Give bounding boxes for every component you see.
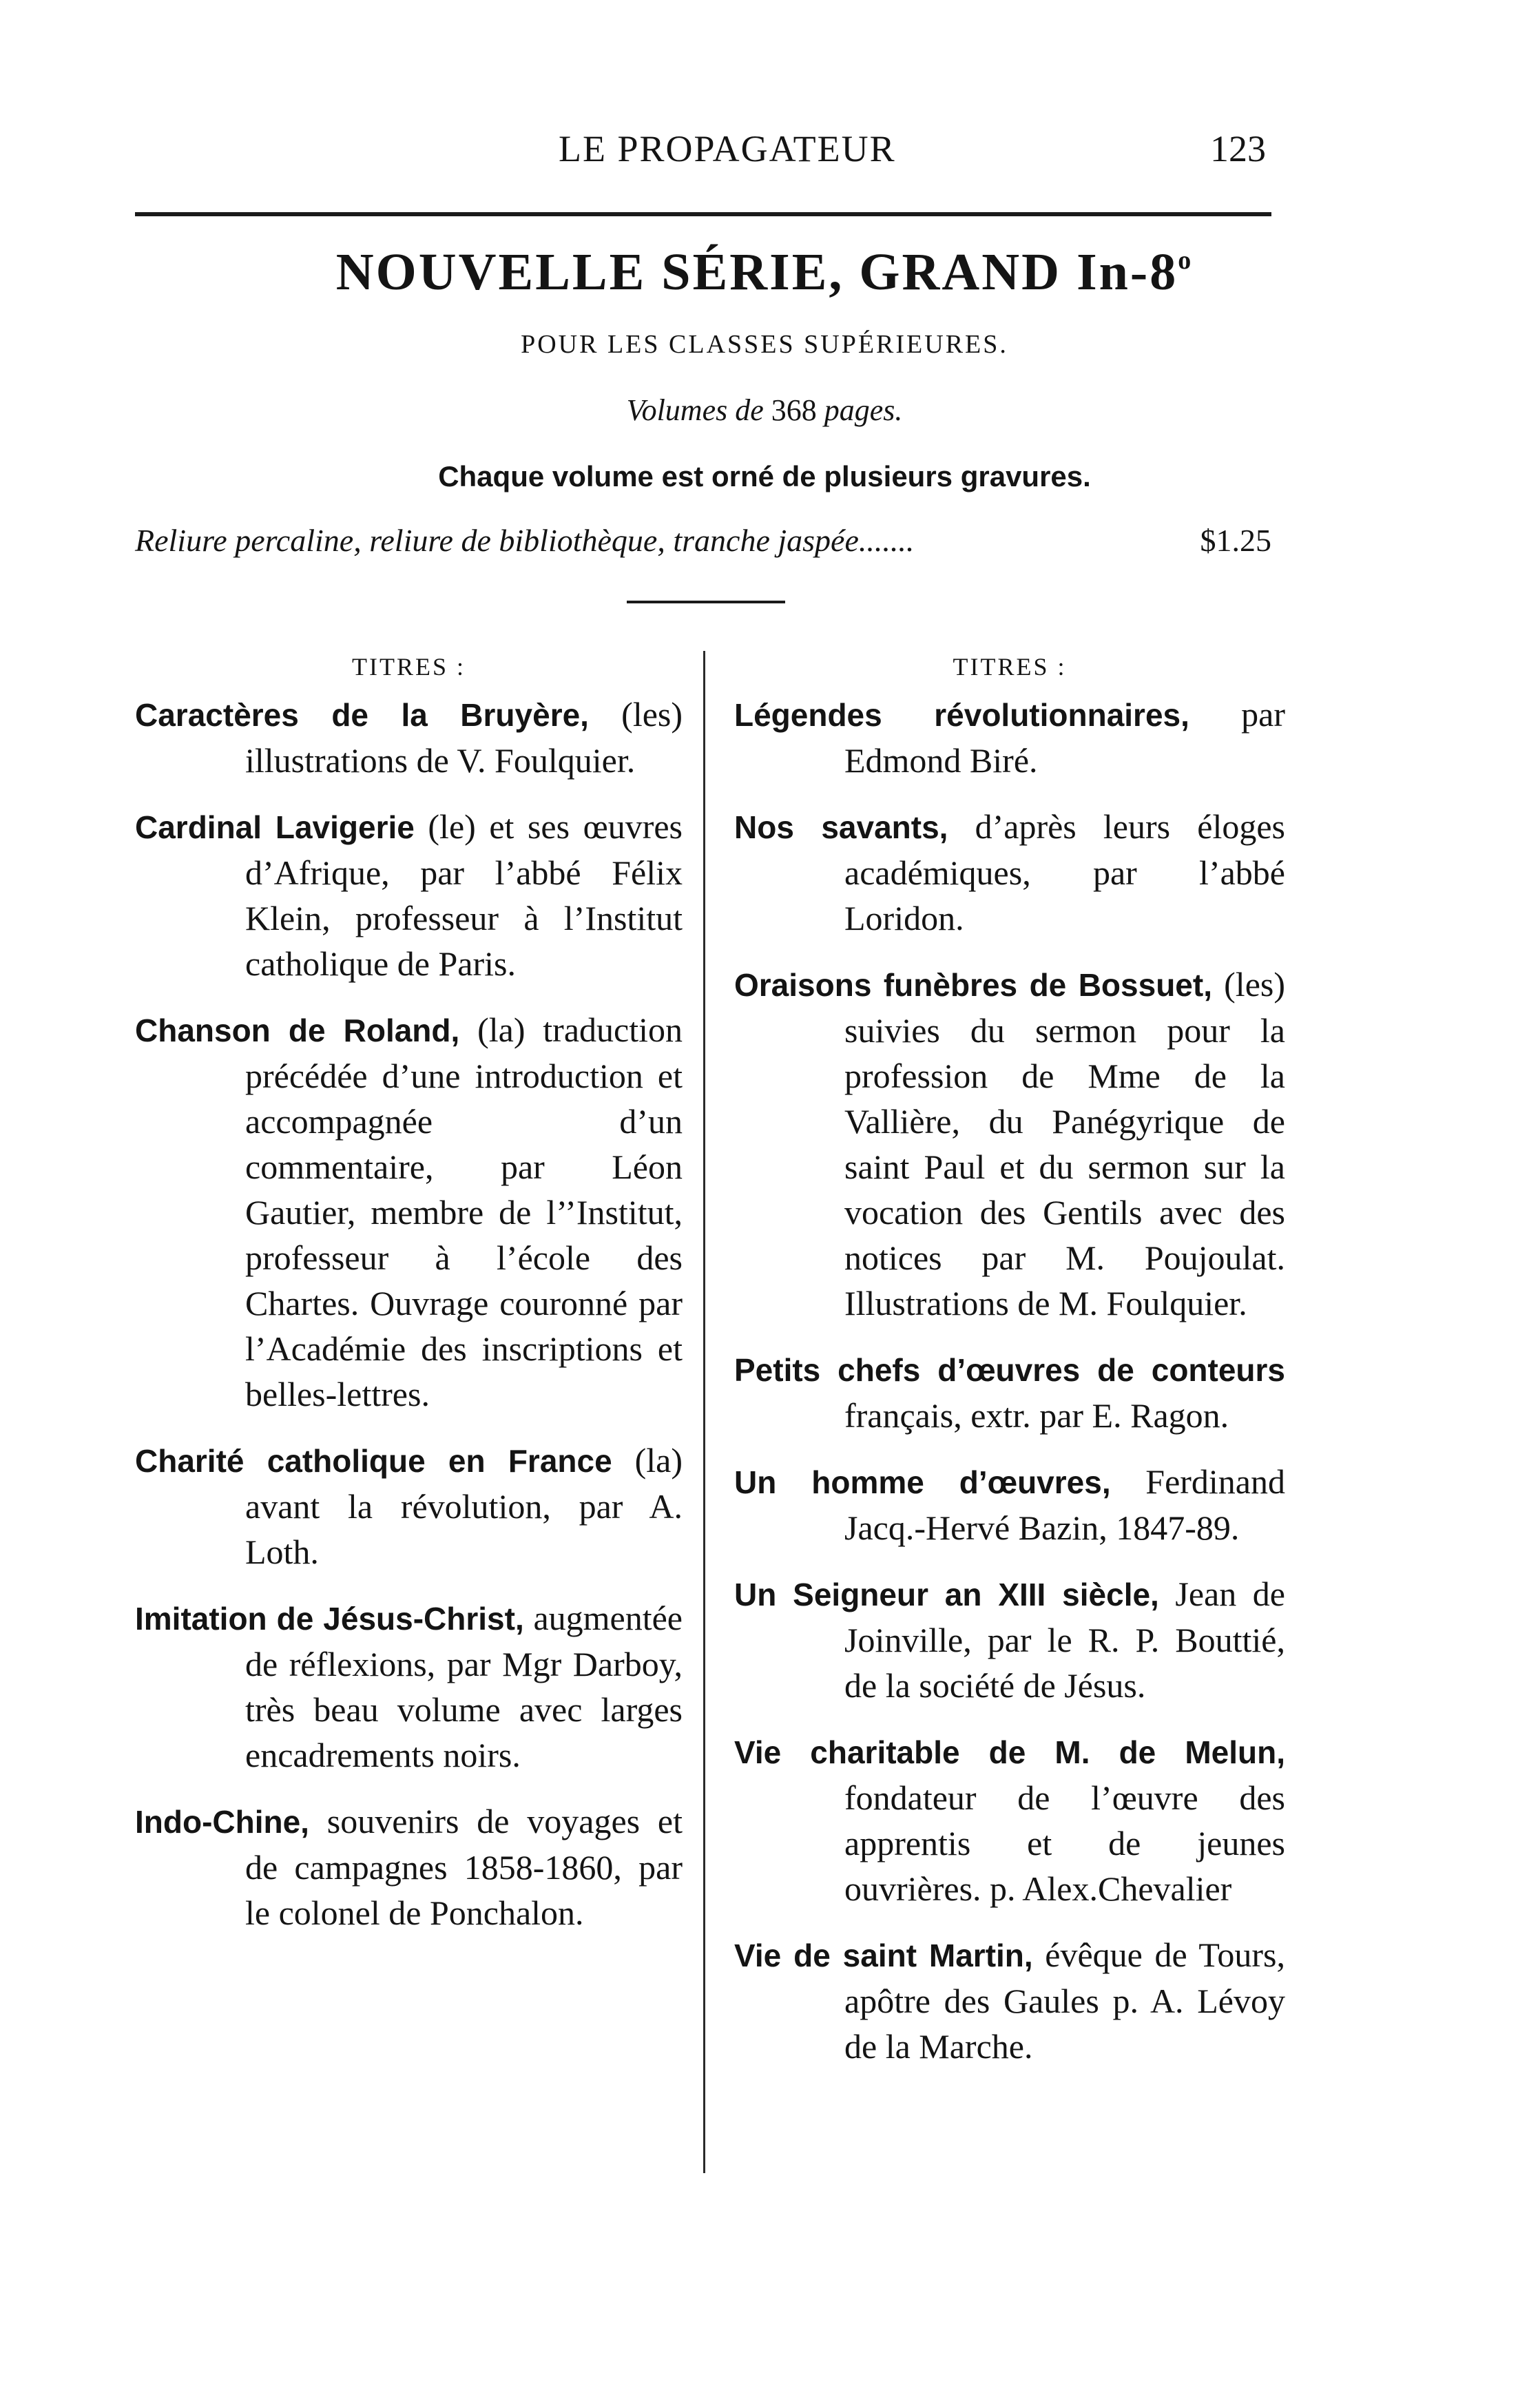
- entry-text: évêque de Tours, apôtre des Gaules p. A. Lévoy de la Marche.: [844, 1935, 1285, 2066]
- title-entry: [734, 1459, 1285, 1550]
- entry-text: (les) suivies du sermon pour la profession de Mme de la Vallière, du Panégyrique de saint Paul et du sermon sur la vocation des Gentils avec des notices par M. Poujoulat. Illustrations de M. Foulquier.: [844, 965, 1285, 1322]
- entry-title: Caractères de la Bruyère,: [135, 697, 589, 733]
- running-header: [135, 127, 1271, 183]
- entry-text: (la) avant la révolution, par A. Loth.: [245, 1441, 683, 1571]
- volumes-line: [0, 393, 1529, 428]
- title-entry: [734, 1347, 1285, 1438]
- title-entry: [135, 1595, 683, 1778]
- title-entry: [135, 1798, 683, 1935]
- entry-title: Un homme d’œuvres,: [734, 1464, 1111, 1500]
- entry-title: Indo-Chine,: [135, 1804, 309, 1840]
- volumes-pre: Volumes de: [626, 393, 764, 427]
- binding-text: Reliure percaline, reliure de bibliothèque, tranche jaspée.......: [135, 523, 915, 558]
- running-title: LE PROPAGATEUR: [559, 128, 896, 169]
- entry-text: fondateur de l’œuvre des apprentis et de jeunes ouvrières. p. Alex.Chevalier: [844, 1778, 1285, 1908]
- section-rule: [627, 601, 785, 603]
- page-number: 123: [1210, 128, 1266, 169]
- right-column-heading: TITRES :: [953, 653, 1067, 681]
- left-column-heading: TITRES :: [352, 653, 466, 681]
- entry-text: français, extr. par E. Ragon.: [844, 1396, 1229, 1435]
- entry-title: Charité catholique en France: [135, 1443, 612, 1479]
- header-rule: [135, 212, 1271, 216]
- series-title-superscript: o: [1178, 246, 1194, 275]
- entry-title: Petits chefs d’œuvres de conteurs: [734, 1352, 1285, 1388]
- entry-text: (la) traduction précédée d’une introduction et accompagnée d’un commentaire, par Léon Gautier, membre de l’’Institut, professeur à l’école des Chartes. Ouvrage couronné par l’Académie des inscriptions et belles-lettres.: [245, 1010, 683, 1413]
- entry-title: Vie de saint Martin,: [734, 1938, 1033, 1973]
- title-entry: [734, 1932, 1285, 2069]
- title-entry: [734, 962, 1285, 1326]
- entry-title: Oraisons funèbres de Bossuet,: [734, 967, 1212, 1003]
- entry-text: souvenirs de voyages et de campagnes 1858-1860, par le colonel de Ponchalon.: [245, 1802, 683, 1932]
- title-entry: [734, 804, 1285, 941]
- title-entry: [135, 692, 683, 783]
- title-entry: [734, 692, 1285, 783]
- binding-line: [135, 522, 1271, 559]
- entry-title: Imitation de Jésus-Christ,: [135, 1601, 524, 1637]
- title-entry: [135, 1437, 683, 1575]
- ornament-note: Chaque volume est orné de plusieurs gravures.: [438, 460, 1091, 492]
- series-title-text: NOUVELLE SÉRIE, GRAND In-8: [335, 243, 1178, 301]
- entry-text: Ferdinand Jacq.-Hervé Bazin, 1847-89.: [844, 1462, 1285, 1547]
- entry-title: Légendes révolutionnaires,: [734, 697, 1189, 733]
- column-divider: [703, 651, 705, 2173]
- entry-text: (les) illustrations de V. Foulquier.: [245, 695, 683, 780]
- price: $1.25: [1200, 523, 1271, 558]
- title-entry: [734, 1729, 1285, 1911]
- entry-text: Jean de Joinville, par le R. P. Bouttié, de la société de Jésus.: [844, 1575, 1285, 1705]
- entry-text: augmentée de réflexions, par Mgr Darboy, très beau volume avec larges encadrements noirs.: [245, 1599, 683, 1774]
- title-entry: [135, 804, 683, 986]
- series-subtitle: POUR LES CLASSES SUPÉRIEURES.: [521, 330, 1008, 359]
- left-column: [135, 647, 683, 1956]
- entry-title: Cardinal Lavigerie: [135, 809, 415, 845]
- volumes-post: pages.: [824, 393, 903, 427]
- right-column: [734, 647, 1285, 2090]
- volumes-count: 368: [771, 393, 817, 427]
- series-title: [0, 242, 1529, 302]
- title-entry: [135, 1007, 683, 1417]
- entry-text: d’après leurs éloges académiques, par l’abbé Loridon.: [844, 807, 1285, 937]
- entry-title: Un Seigneur an XIII siècle,: [734, 1577, 1159, 1612]
- entry-title: Nos savants,: [734, 809, 948, 845]
- entry-title: Vie charitable de M. de Melun,: [734, 1734, 1285, 1770]
- entry-title: Chanson de Roland,: [135, 1013, 460, 1048]
- entry-text: par Edmond Biré.: [844, 695, 1285, 780]
- entry-text: (le) et ses œuvres d’Afrique, par l’abbé Félix Klein, professeur à l’Institut catholique de Paris.: [245, 807, 683, 983]
- title-entry: [734, 1571, 1285, 1708]
